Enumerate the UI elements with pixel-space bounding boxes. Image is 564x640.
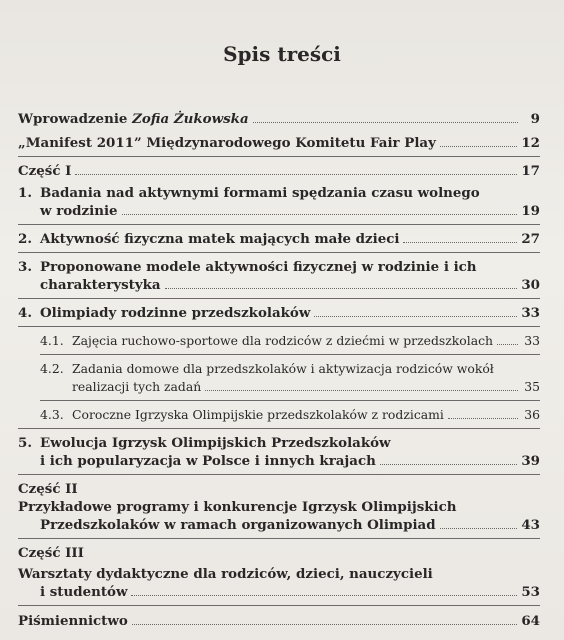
entry-label-line2: i ich popularyzacja w Polsce i innych krajach: [40, 453, 376, 469]
dot-leader: [253, 110, 518, 123]
divider: [40, 400, 540, 401]
entry-label: „Manifest 2011” Międzynarodowego Komitetu Fair Play: [18, 135, 436, 151]
toc-entry-ch3: [18, 258, 540, 294]
dot-leader: [448, 406, 518, 419]
chapter-number: 5.: [18, 435, 32, 451]
page-number: 35: [524, 379, 540, 394]
entry-label: Olimpiady rodzinne przedszkolaków: [40, 305, 311, 321]
entry-label-line1: Proponowane modele aktywności fizycznej w rodzinie i ich: [40, 259, 477, 275]
page-number: 27: [521, 231, 540, 247]
entry-label-line2: Przedszkolaków w ramach organizowanych Olimpiad: [40, 517, 436, 533]
dot-leader: [497, 332, 518, 345]
toc-entry-ch1: [18, 184, 540, 220]
toc-entry-manifest: [18, 134, 540, 152]
entry-label-line2: charakterystyka: [40, 277, 161, 293]
dot-leader: [380, 452, 518, 465]
toc-entry-ch4-1: [18, 332, 540, 350]
chapter-number: 3.: [18, 259, 32, 275]
toc-entry-ch4-3: [18, 406, 540, 424]
page-number: 12: [521, 135, 540, 151]
page-number: 33: [524, 333, 540, 348]
toc-entry-intro: [18, 110, 540, 128]
dot-leader: [440, 516, 518, 529]
toc-entry-part2: [18, 480, 540, 534]
page-number: 64: [521, 613, 540, 629]
divider: [18, 474, 540, 475]
page-number: 53: [521, 584, 540, 600]
entry-label-line2: realizacji tych zadań: [72, 379, 202, 394]
divider: [18, 605, 540, 606]
page-title: Spis treści: [223, 42, 341, 66]
entry-label-line2: i studentów: [40, 584, 128, 600]
dot-leader: [440, 134, 517, 147]
toc-entry-ch4-2: [18, 360, 540, 396]
entry-author: Zofia Żukowska: [132, 111, 249, 127]
toc-entry-ch5: [18, 434, 540, 470]
entry-label-line1: Przykładowe programy i konkurencje Igrzysk Olimpijskich: [18, 499, 457, 515]
page-number: 43: [521, 517, 540, 533]
page-number: 39: [521, 453, 540, 469]
entry-label: Wprowadzenie: [18, 111, 133, 127]
dot-leader: [131, 583, 517, 596]
subchapter-number: 4.3.: [40, 407, 64, 422]
dot-leader: [122, 202, 518, 215]
divider: [18, 156, 540, 157]
page-number: 30: [521, 277, 540, 293]
dot-leader: [75, 162, 517, 175]
part-heading: Część III: [18, 545, 84, 561]
toc-entry-part1: [18, 162, 540, 180]
page-number: 17: [521, 163, 540, 179]
entry-label-line1: Badania nad aktywnymi formami spędzania czasu wolnego: [40, 185, 480, 201]
entry-label-line1: Ewolucja Igrzysk Olimpijskich Przedszkolaków: [40, 435, 391, 451]
entry-label: Piśmiennictwo: [18, 613, 128, 629]
divider: [18, 326, 540, 327]
subchapter-number: 4.1.: [40, 333, 64, 348]
dot-leader: [205, 378, 518, 391]
part-heading: Część I: [18, 163, 72, 179]
dot-leader: [132, 612, 518, 625]
entry-label: Coroczne Igrzyska Olimpijskie przedszkolaków z rodzicami: [72, 407, 444, 422]
divider: [18, 538, 540, 539]
page-number: 9: [530, 111, 540, 127]
dot-leader: [314, 304, 517, 317]
subchapter-number: 4.2.: [40, 361, 64, 376]
toc-entry-part3: [18, 544, 540, 601]
toc-entry-bibliography: [18, 612, 540, 630]
part-heading: Część II: [18, 481, 78, 497]
dot-leader: [403, 230, 517, 243]
divider: [18, 298, 540, 299]
entry-label-line1: Zadania domowe dla przedszkolaków i aktywizacja rodziców wokół: [72, 361, 494, 376]
entry-label-line1: Warsztaty dydaktyczne dla rodziców, dzieci, nauczycieli: [18, 566, 433, 582]
page-number: 36: [524, 407, 540, 422]
page-number: 33: [521, 305, 540, 321]
entry-label: Aktywność fizyczna matek mających małe dzieci: [40, 231, 400, 247]
dot-leader: [165, 276, 518, 289]
table-of-contents: [18, 110, 540, 630]
chapter-number: 4.: [18, 305, 32, 321]
divider: [18, 224, 540, 225]
divider: [18, 252, 540, 253]
entry-label-line2: w rodzinie: [40, 203, 118, 219]
chapter-number: 2.: [18, 231, 32, 247]
toc-entry-ch2: [18, 230, 540, 248]
toc-entry-ch4: [18, 304, 540, 322]
page-number: 19: [521, 203, 540, 219]
chapter-number: 1.: [18, 185, 32, 201]
divider: [40, 354, 540, 355]
divider: [18, 428, 540, 429]
entry-label: Zajęcia ruchowo-sportowe dla rodziców z dziećmi w przedszkolach: [72, 333, 494, 348]
